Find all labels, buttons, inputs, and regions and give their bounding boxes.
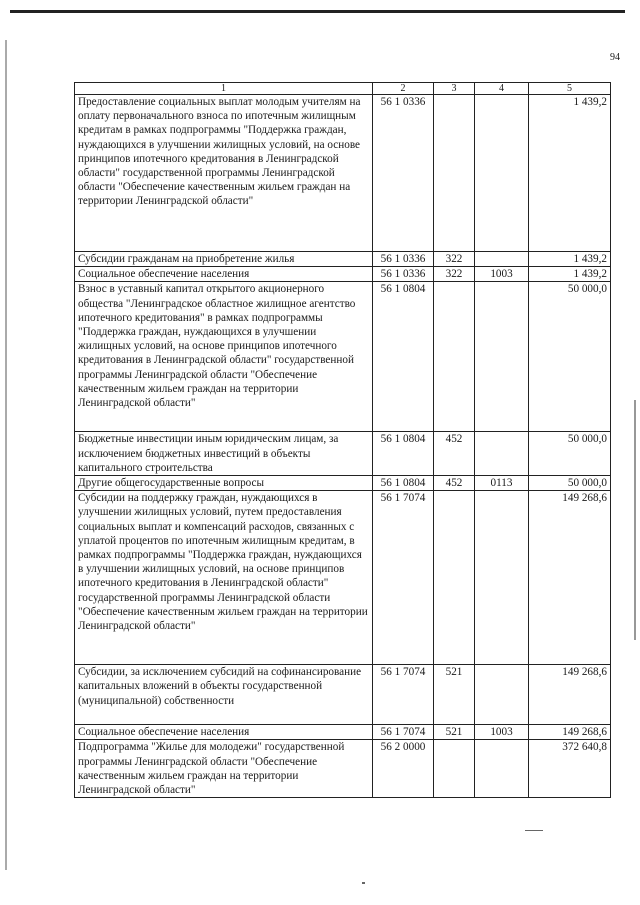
top-rule [10, 10, 625, 13]
scan-mark [525, 830, 543, 831]
table-row [75, 95, 611, 252]
budget-table [74, 82, 611, 798]
row-expense-type: 322 [434, 267, 475, 282]
row-name: Подпрограмма "Жилье для молодежи" государственной программы Ленинградской области "Обеспечение качественным жильем граждан на территории Ленинградской области" [75, 740, 373, 798]
row-name: Другие общегосударственные вопросы [75, 476, 373, 491]
row-name: Субсидии, за исключением субсидий на софинансирование капитальных вложений в объекты государственной (муниципальной) собственности [75, 665, 373, 725]
row-section [475, 282, 529, 432]
header-col-4: 4 [475, 83, 529, 95]
row-amount: 1 439,2 [529, 252, 611, 267]
table-row [75, 491, 611, 665]
row-amount: 372 640,8 [529, 740, 611, 798]
row-expense-type [434, 740, 475, 798]
row-name: Бюджетные инвестиции иным юридическим лицам, за исключением бюджетных инвестиций в объекты капитального строительства [75, 432, 373, 476]
scan-edge-right [634, 400, 636, 640]
row-target-code: 56 1 0804 [373, 432, 434, 476]
row-target-code: 56 1 7074 [373, 665, 434, 725]
row-expense-type: 521 [434, 665, 475, 725]
table-row [75, 252, 611, 267]
row-name: Взнос в уставный капитал открытого акционерного общества "Ленинградское областное жилищное агентство ипотечного кредитования" в рамках подпрограммы "Поддержка граждан, нуждающихся в улучшении жилищных условий, на основе принципов ипотечного кредитования в Ленинградской области" государственной программы Ленинградской области "Обеспечение качественным жильем граждан на территории Ленинградской области" [75, 282, 373, 432]
table-row [75, 665, 611, 725]
row-expense-type [434, 491, 475, 665]
row-target-code: 56 1 0336 [373, 252, 434, 267]
row-expense-type: 322 [434, 252, 475, 267]
header-col-2: 2 [373, 83, 434, 95]
page-number: 94 [610, 52, 620, 63]
row-amount: 149 268,6 [529, 665, 611, 725]
scan-edge-left [5, 40, 7, 870]
row-amount: 1 439,2 [529, 267, 611, 282]
row-amount: 50 000,0 [529, 432, 611, 476]
table-row [75, 432, 611, 476]
scan-dot [362, 882, 365, 884]
row-section [475, 740, 529, 798]
row-section [475, 665, 529, 725]
row-expense-type: 521 [434, 725, 475, 740]
row-section: 0113 [475, 476, 529, 491]
row-name: Социальное обеспечение населения [75, 267, 373, 282]
table-row [75, 267, 611, 282]
row-amount: 149 268,6 [529, 725, 611, 740]
row-amount: 50 000,0 [529, 282, 611, 432]
row-section [475, 432, 529, 476]
row-section: 1003 [475, 725, 529, 740]
row-name: Предоставление социальных выплат молодым учителям на оплату первоначального взноса по ипотечным жилищным кредитам в рамках подпрограммы "Поддержка граждан, нуждающихся в улучшении жилищных условий, на основе принципов ипотечного кредитования в Ленинградской области" государственной программы Ленинградской области "Обеспечение качественным жильем граждан на территории Ленинградской области" [75, 95, 373, 252]
row-section [475, 491, 529, 665]
row-expense-type [434, 282, 475, 432]
row-amount: 50 000,0 [529, 476, 611, 491]
row-section [475, 252, 529, 267]
table-row [75, 725, 611, 740]
row-expense-type [434, 95, 475, 252]
row-expense-type: 452 [434, 476, 475, 491]
header-row [75, 83, 611, 95]
table-row [75, 282, 611, 432]
header-col-3: 3 [434, 83, 475, 95]
row-section: 1003 [475, 267, 529, 282]
row-target-code: 56 1 0804 [373, 282, 434, 432]
row-target-code: 56 1 0336 [373, 267, 434, 282]
row-name: Субсидии гражданам на приобретение жилья [75, 252, 373, 267]
row-target-code: 56 1 7074 [373, 491, 434, 665]
row-target-code: 56 1 7074 [373, 725, 434, 740]
row-name: Социальное обеспечение населения [75, 725, 373, 740]
row-amount: 149 268,6 [529, 491, 611, 665]
row-target-code: 56 1 0804 [373, 476, 434, 491]
header-col-5: 5 [529, 83, 611, 95]
row-expense-type: 452 [434, 432, 475, 476]
row-amount: 1 439,2 [529, 95, 611, 252]
row-target-code: 56 1 0336 [373, 95, 434, 252]
table-row [75, 740, 611, 798]
table-row [75, 476, 611, 491]
row-section [475, 95, 529, 252]
row-name: Субсидии на поддержку граждан, нуждающихся в улучшении жилищных условий, путем предоставления социальных выплат и компенсаций расходов, связанных с уплатой процентов по ипотечным жилищным кредитам, в рамках подпрограммы "Поддержка граждан, нуждающихся в улучшении жилищных условий, на основе принципов ипотечного кредитования в Ленинградской области" государственной программы Ленинградской области "Обеспечение качественным жильем граждан на территории Ленинградской области" [75, 491, 373, 665]
row-target-code: 56 2 0000 [373, 740, 434, 798]
header-col-1: 1 [75, 83, 373, 95]
